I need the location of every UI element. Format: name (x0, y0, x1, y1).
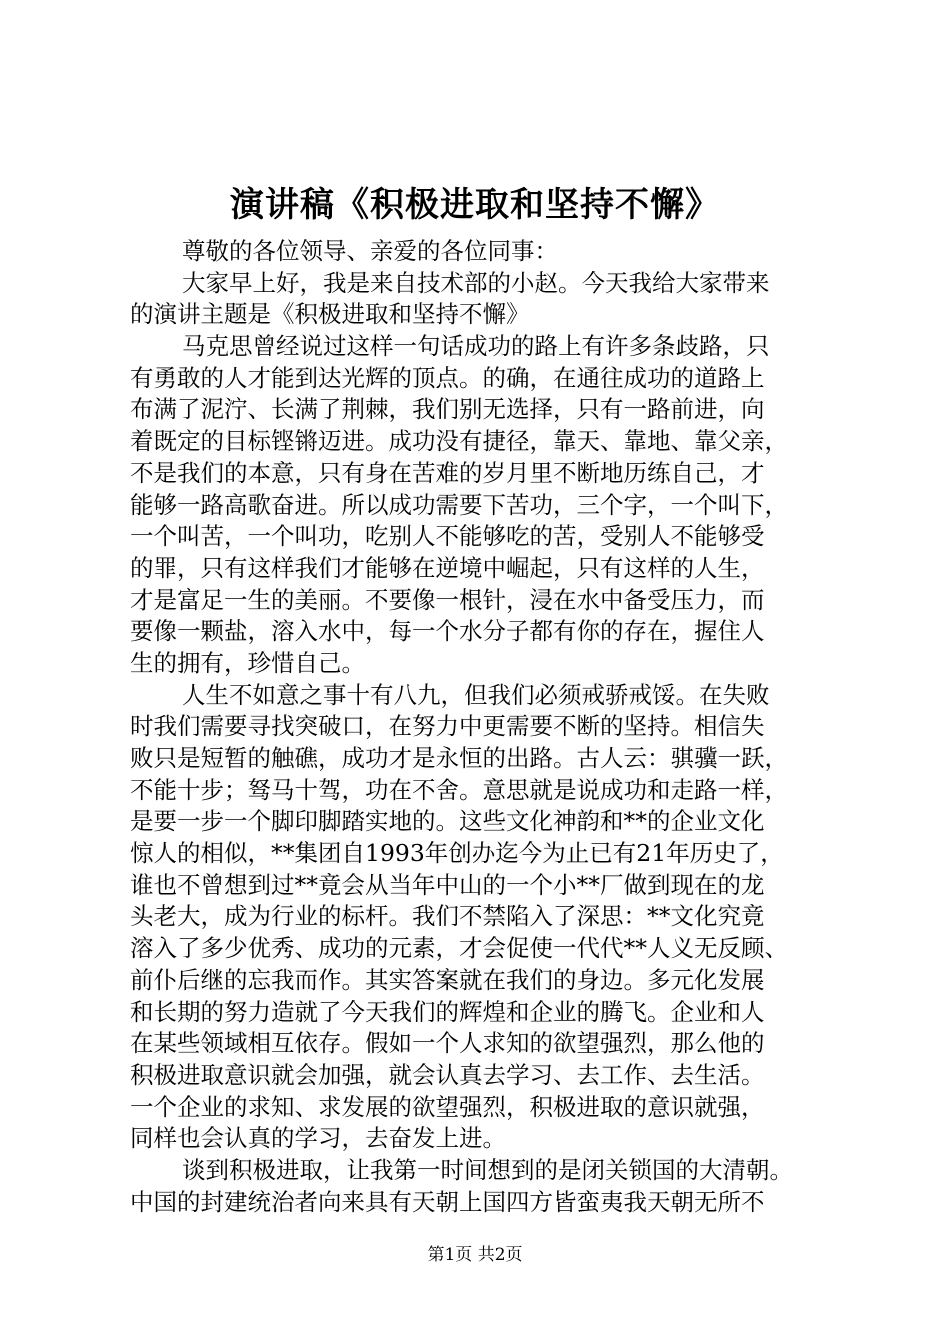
text-line: 的罪，只有这样我们才能够在逆境中崛起，只有这样的人生， (130, 553, 765, 582)
text-line: 在某些领域相互依存。假如一个人求知的欲望强烈，那么他的 (130, 1029, 765, 1058)
text-line: 头老大，成为行业的标杆。我们不禁陷入了深思：**文化究竟 (130, 902, 765, 931)
text-line: 时我们需要寻找突破口，在努力中更需要不断的坚持。相信失 (130, 712, 765, 741)
text-line: 布满了泥泞、长满了荆棘，我们别无选择，只有一路前进，向 (130, 395, 765, 424)
text-line: 一个企业的求知、求发展的欲望强烈，积极进取的意识就强， (130, 1092, 765, 1121)
text-line: 前仆后继的忘我而作。其实答案就在我们的身边。多元化发展 (130, 965, 765, 994)
text-line: 有勇敢的人才能到达光辉的顶点。的确，在通往成功的道路上 (130, 363, 765, 392)
text-line: 才是富足一生的美丽。不要像一根针，浸在水中备受压力，而 (130, 585, 765, 614)
text-line: 谈到积极进取，让我第一时间想到的是闭关锁国的大清朝。 (182, 1155, 793, 1184)
text-line: 惊人的相似，**集团自1993年创办迄今为止已有21年历史了， (130, 839, 784, 868)
document-title: 演讲稿《积极进取和坚持不懈》 (230, 185, 720, 225)
text-line: 中国的封建统治者向来具有天朝上国四方皆蛮夷我天朝无所不 (130, 1187, 765, 1216)
text-line: 人生不如意之事十有八九，但我们必须戒骄戒馁。在失败 (182, 680, 770, 709)
text-line: 尊敬的各位领导、亲爱的各位同事： (182, 237, 558, 265)
text-line: 一个叫苦，一个叫功，吃别人不能够吃的苦，受别人不能够受 (130, 522, 765, 551)
text-line: 生的拥有，珍惜自己。 (130, 648, 365, 677)
text-line: 着既定的目标铿锵迈进。成功没有捷径，靠天、靠地、靠父亲， (130, 427, 788, 456)
text-line: 溶入了多少优秀、成功的元素，才会促使一代代**人义无反顾、 (130, 934, 788, 963)
text-line: 的演讲主题是《积极进取和坚持不懈》 (130, 300, 530, 329)
text-line: 能够一路高歌奋进。所以成功需要下苦功，三个字，一个叫下， (130, 490, 788, 519)
text-line: 不能十步；驽马十驾，功在不舍。意思就是说成功和走路一样， (130, 775, 788, 804)
text-line: 不是我们的本意，只有身在苦难的岁月里不断地历练自己，才 (130, 458, 765, 487)
text-line: 和长期的努力造就了今天我们的辉煌和企业的腾飞。企业和人 (130, 997, 765, 1026)
text-line: 积极进取意识就会加强，就会认真去学习、去工作、去生活。 (130, 1060, 765, 1089)
document-body (130, 236, 838, 1218)
text-line: 同样也会认真的学习，去奋发上进。 (130, 1124, 506, 1153)
text-line: 大家早上好，我是来自技术部的小赵。今天我给大家带来 (182, 268, 770, 297)
text-line: 谁也不曾想到过**竟会从当年中山的一个小**厂做到现在的龙 (130, 870, 765, 899)
text-line: 马克思曾经说过这样一句话成功的路上有许多条歧路，只 (182, 332, 770, 361)
text-line: 要像一颗盐，溶入水中，每一个水分子都有你的存在，握住人 (130, 617, 765, 646)
page-footer: 第1页 共2页 (427, 1245, 523, 1265)
text-line: 败只是短暂的触礁，成功才是永恒的出路。古人云：骐骥一跃， (130, 744, 788, 772)
text-line: 是要一步一个脚印脚踏实地的。这些文化神韵和**的企业文化 (130, 807, 765, 836)
